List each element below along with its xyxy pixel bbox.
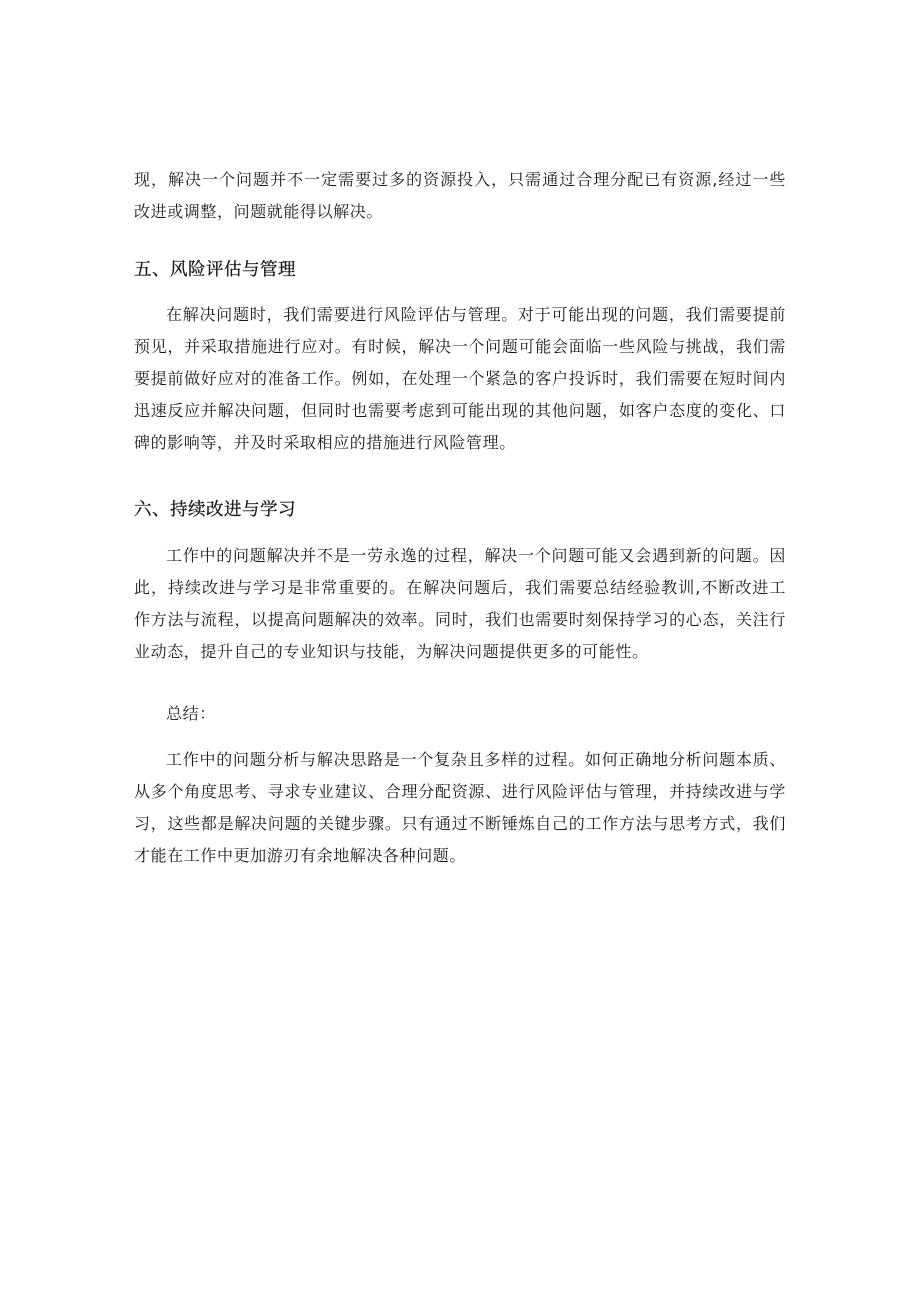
summary-paragraph: 工作中的问题分析与解决思路是一个复杂且多样的过程。如何正确地分析问题本质、从多个角度思考、寻求专业建议、合理分配资源、进行风险评估与管理，并持续改进与学习，这些都是解决问题的关键步骤。只有通过不断锤炼自己的工作方法与思考方式，我们才能在工作中更加游刃有余地解决各种问题。 (134, 750, 786, 865)
section-paragraph-risk-management: 在解决问题时，我们需要进行风险评估与管理。对于可能出现的问题，我们需要提前预见，并采取措施进行应对。有时候，解决一个问题可能会面临一些风险与挑战，我们需要提前做好应对的准备工作。例如，在处理一个紧急的客户投诉时，我们需要在短时间内迅速反应并解决问题，但同时也需要考虑到可能出现的其他问题，如客户态度的变化、口碑的影响等，并及时采取相应的措施进行风险管理。 (134, 305, 786, 452)
section-paragraph-continuous-improvement: 工作中的问题解决并不是一劳永逸的过程，解决一个问题可能又会遇到新的问题。因此，持续改进与学习是非常重要的。在解决问题后，我们需要总结经验教训,不断改进工作方法与流程，以提高问题解决的效率。同时，我们也需要时刻保持学习的心态，关注行业动态，提升自己的专业知识与技能，为解决问题提供更多的可能性。 (134, 546, 786, 661)
continuation-paragraph: 现，解决一个问题并不一定需要过多的资源投入，只需通过合理分配已有资源,经过一些改进或调整，问题就能得以解决。 (134, 170, 786, 221)
summary-label: 总结： (166, 704, 216, 723)
section-heading-continuous-improvement: 六、持续改进与学习 (134, 500, 296, 520)
section-heading-risk-management: 五、风险评估与管理 (134, 260, 296, 280)
